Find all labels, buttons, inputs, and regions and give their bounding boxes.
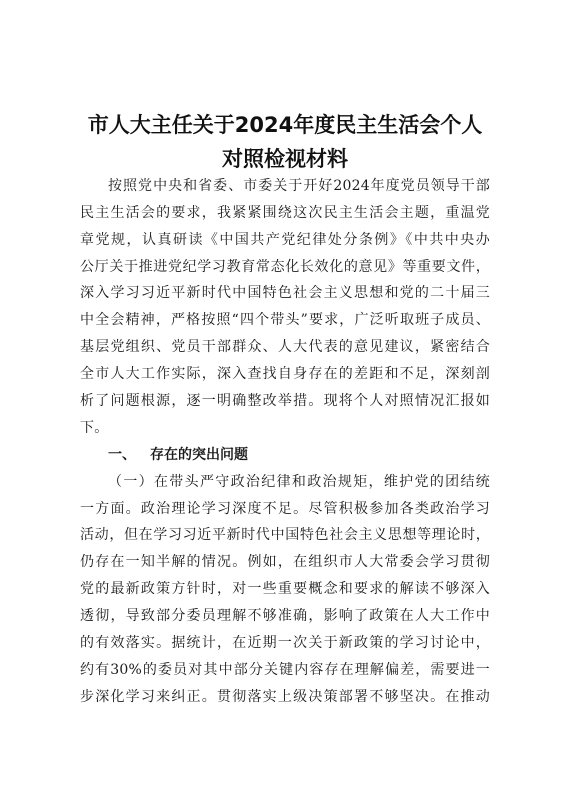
body-line: 的有效落实。据统计，在近期一次关于新政策的学习讨论中， bbox=[80, 635, 490, 651]
body-line: 党的最新政策方针时，对一些重要概念和要求的解读不够深入 bbox=[80, 581, 490, 597]
body-line: 活动，但在学习习近平新时代中国特色社会主义思想等理论时， bbox=[80, 527, 490, 543]
body-line: 一方面。政治理论学习深度不足。尽管积极参加各类政治学习 bbox=[80, 501, 490, 517]
section-heading bbox=[108, 445, 248, 465]
intro-line: 中全会精神，严格按照“四个带头”要求，广泛听取班子成员、 bbox=[80, 312, 490, 328]
body-line: 步深化学习来纠正。贯彻落实上级决策部署不够坚决。在推动 bbox=[80, 689, 490, 705]
body-line: 约有30%的委员对其中部分关键内容存在理解偏差，需要进一 bbox=[80, 662, 490, 678]
intro-line: 深入学习习近平新时代中国特色社会主义思想和党的二十届三 bbox=[80, 285, 490, 301]
section-title: 存在的突出问题 bbox=[150, 447, 248, 463]
body-line: 透彻，导致部分委员理解不够准确，影响了政策在人大工作中 bbox=[80, 608, 490, 624]
intro-line: 民主生活会的要求，我紧紧围绕这次民主生活会主题，重温党 bbox=[80, 205, 490, 221]
intro-line: 章党规，认真研读《中国共产党纪律处分条例》《中共中央办 bbox=[80, 232, 490, 248]
intro-line: 全市人大工作实际，深入查找自身存在的差距和不足，深刻剖 bbox=[80, 366, 490, 382]
intro-line: 公厅关于推进党纪学习教育常态化长效化的意见》等重要文件， bbox=[80, 259, 490, 275]
document-title-line-2: 对照检视材料 bbox=[222, 147, 348, 171]
intro-line: 下。 bbox=[80, 420, 109, 436]
document-title-line-1: 市人大主任关于2024年度民主生活会个人 bbox=[87, 113, 483, 137]
intro-line: 基层党组织、党员干部群众、人大代表的意见建议，紧密结合 bbox=[80, 339, 490, 355]
intro-line: 按照党中央和省委、市委关于开好2024年度党员领导干部 bbox=[108, 178, 490, 194]
body-line: 仍存在一知半解的情况。例如，在组织市人大常委会学习贯彻 bbox=[80, 554, 490, 570]
intro-line: 析了问题根源，逐一明确整改举措。现将个人对照情况汇报如 bbox=[80, 393, 490, 409]
body-line: （一）在带头严守政治纪律和政治规矩，维护党的团结统 bbox=[108, 474, 490, 490]
section-number: 一、 bbox=[108, 447, 136, 463]
